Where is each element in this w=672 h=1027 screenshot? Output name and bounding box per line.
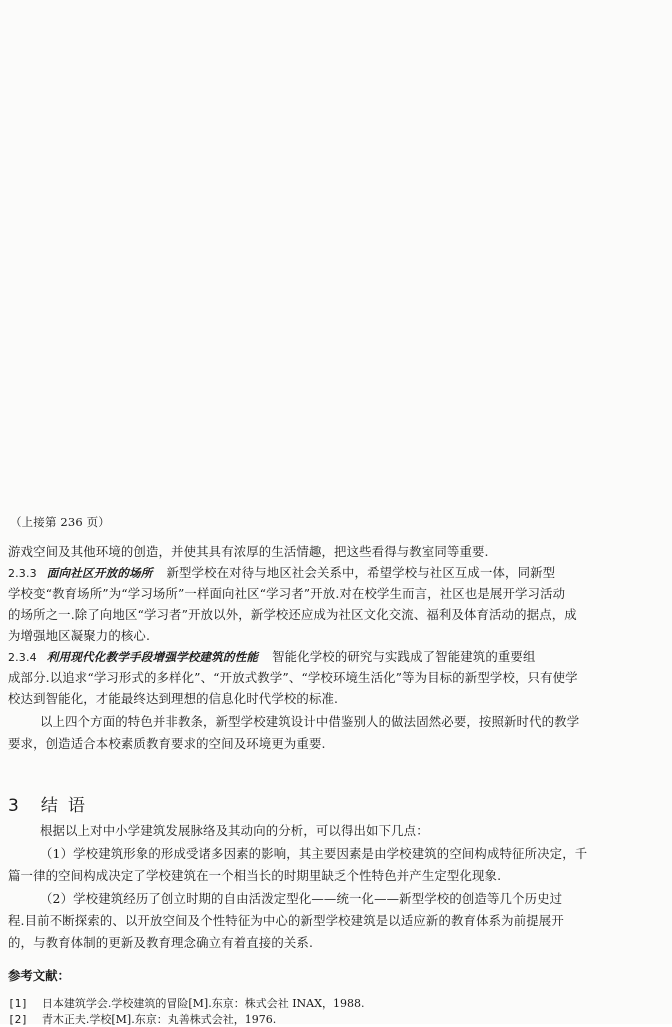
- paragraph-line: 的场所之一.除了向地区“学习者”开放以外，新学校还应成为社区文化交流、福利及体育活动的据点，成: [8, 607, 577, 622]
- paragraph-line: （2）学校建筑经历了创立时期的自由活泼定型化——统一化——新型学校的创造等几个历史过: [40, 891, 563, 906]
- subsection-number: 2.3.3: [8, 567, 37, 580]
- continuation-note: （上接第 236 页）: [10, 515, 110, 529]
- paragraph-line: 的，与教育体制的更新及教育理念确立有着直接的关系.: [8, 935, 314, 950]
- paragraph-line: 学校变“教育场所”为“学习场所”一样面向社区“学习者”开放.对在校学生而言，社区也是展开学习活动: [8, 586, 566, 601]
- reference-text: 日本建筑学会.学校建筑的冒险[M].东京：株式会社 INAX，1988.: [41, 997, 365, 1010]
- reference-item: [8, 995, 364, 1011]
- paragraph-text: 智能化学校的研究与实践成了智能建筑的重要组: [272, 649, 536, 664]
- section-title: 结语: [40, 796, 95, 816]
- subsection-2-3-4-line: [8, 649, 536, 666]
- subsection-title: 面向社区开放的场所: [46, 566, 153, 580]
- reference-number: [2]: [8, 1013, 28, 1026]
- paragraph-line: 篇一律的空间构成决定了学校建筑在一个相当长的时期里缺乏个性特色并产生定型化现象.: [8, 868, 502, 883]
- paragraph-line: （1）学校建筑形象的形成受诸多因素的影响，其主要因素是由学校建筑的空间构成特征所决定，千: [40, 846, 588, 861]
- subsection-number: 2.3.4: [8, 651, 37, 664]
- subsection-2-3-3-line: [8, 565, 555, 582]
- reference-item: [8, 1011, 276, 1027]
- paragraph-line: 程.目前不断探索的、以开放空间及个性特征为中心的新型学校建筑是以适应新的教育体系为前提展开: [8, 913, 564, 928]
- paragraph-line: 以上四个方面的特色并非教条，新型学校建筑设计中借鉴别人的做法固然必要，按照新时代的教学: [40, 714, 580, 729]
- paragraph-line: 要求，创造适合本校素质教育要求的空间及环境更为重要.: [8, 736, 326, 751]
- reference-text: 青木正夫.学校[M].东京：丸善株式会社，1976.: [41, 1013, 277, 1026]
- paragraph-line: 为增强地区凝聚力的核心.: [8, 628, 151, 643]
- paragraph-line: 根据以上对中小学建筑发展脉络及其动向的分析，可以得出如下几点：: [40, 823, 429, 838]
- paragraph-line: 成部分.以追求“学习形式的多样化”、“开放式教学”、“学校环境生活化”等为目标的新型学校，只有使学: [8, 670, 578, 685]
- paragraph-line: 游戏空间及其他环境的创造，并使其具有浓厚的生活情趣，把这些看得与教室同等重要.: [8, 544, 489, 559]
- subsection-title: 利用现代化教学手段增强学校建筑的性能: [46, 650, 259, 664]
- section-heading: [8, 791, 95, 816]
- paragraph-text: 新型学校在对待与地区社会关系中，希望学校与社区互成一体，同新型: [166, 565, 556, 580]
- paragraph-line: 校达到智能化，才能最终达到理想的信息化时代学校的标准.: [8, 691, 339, 706]
- references-title: 参考文献：: [8, 968, 70, 983]
- reference-number: [1]: [8, 997, 28, 1010]
- section-number: 3: [8, 796, 21, 816]
